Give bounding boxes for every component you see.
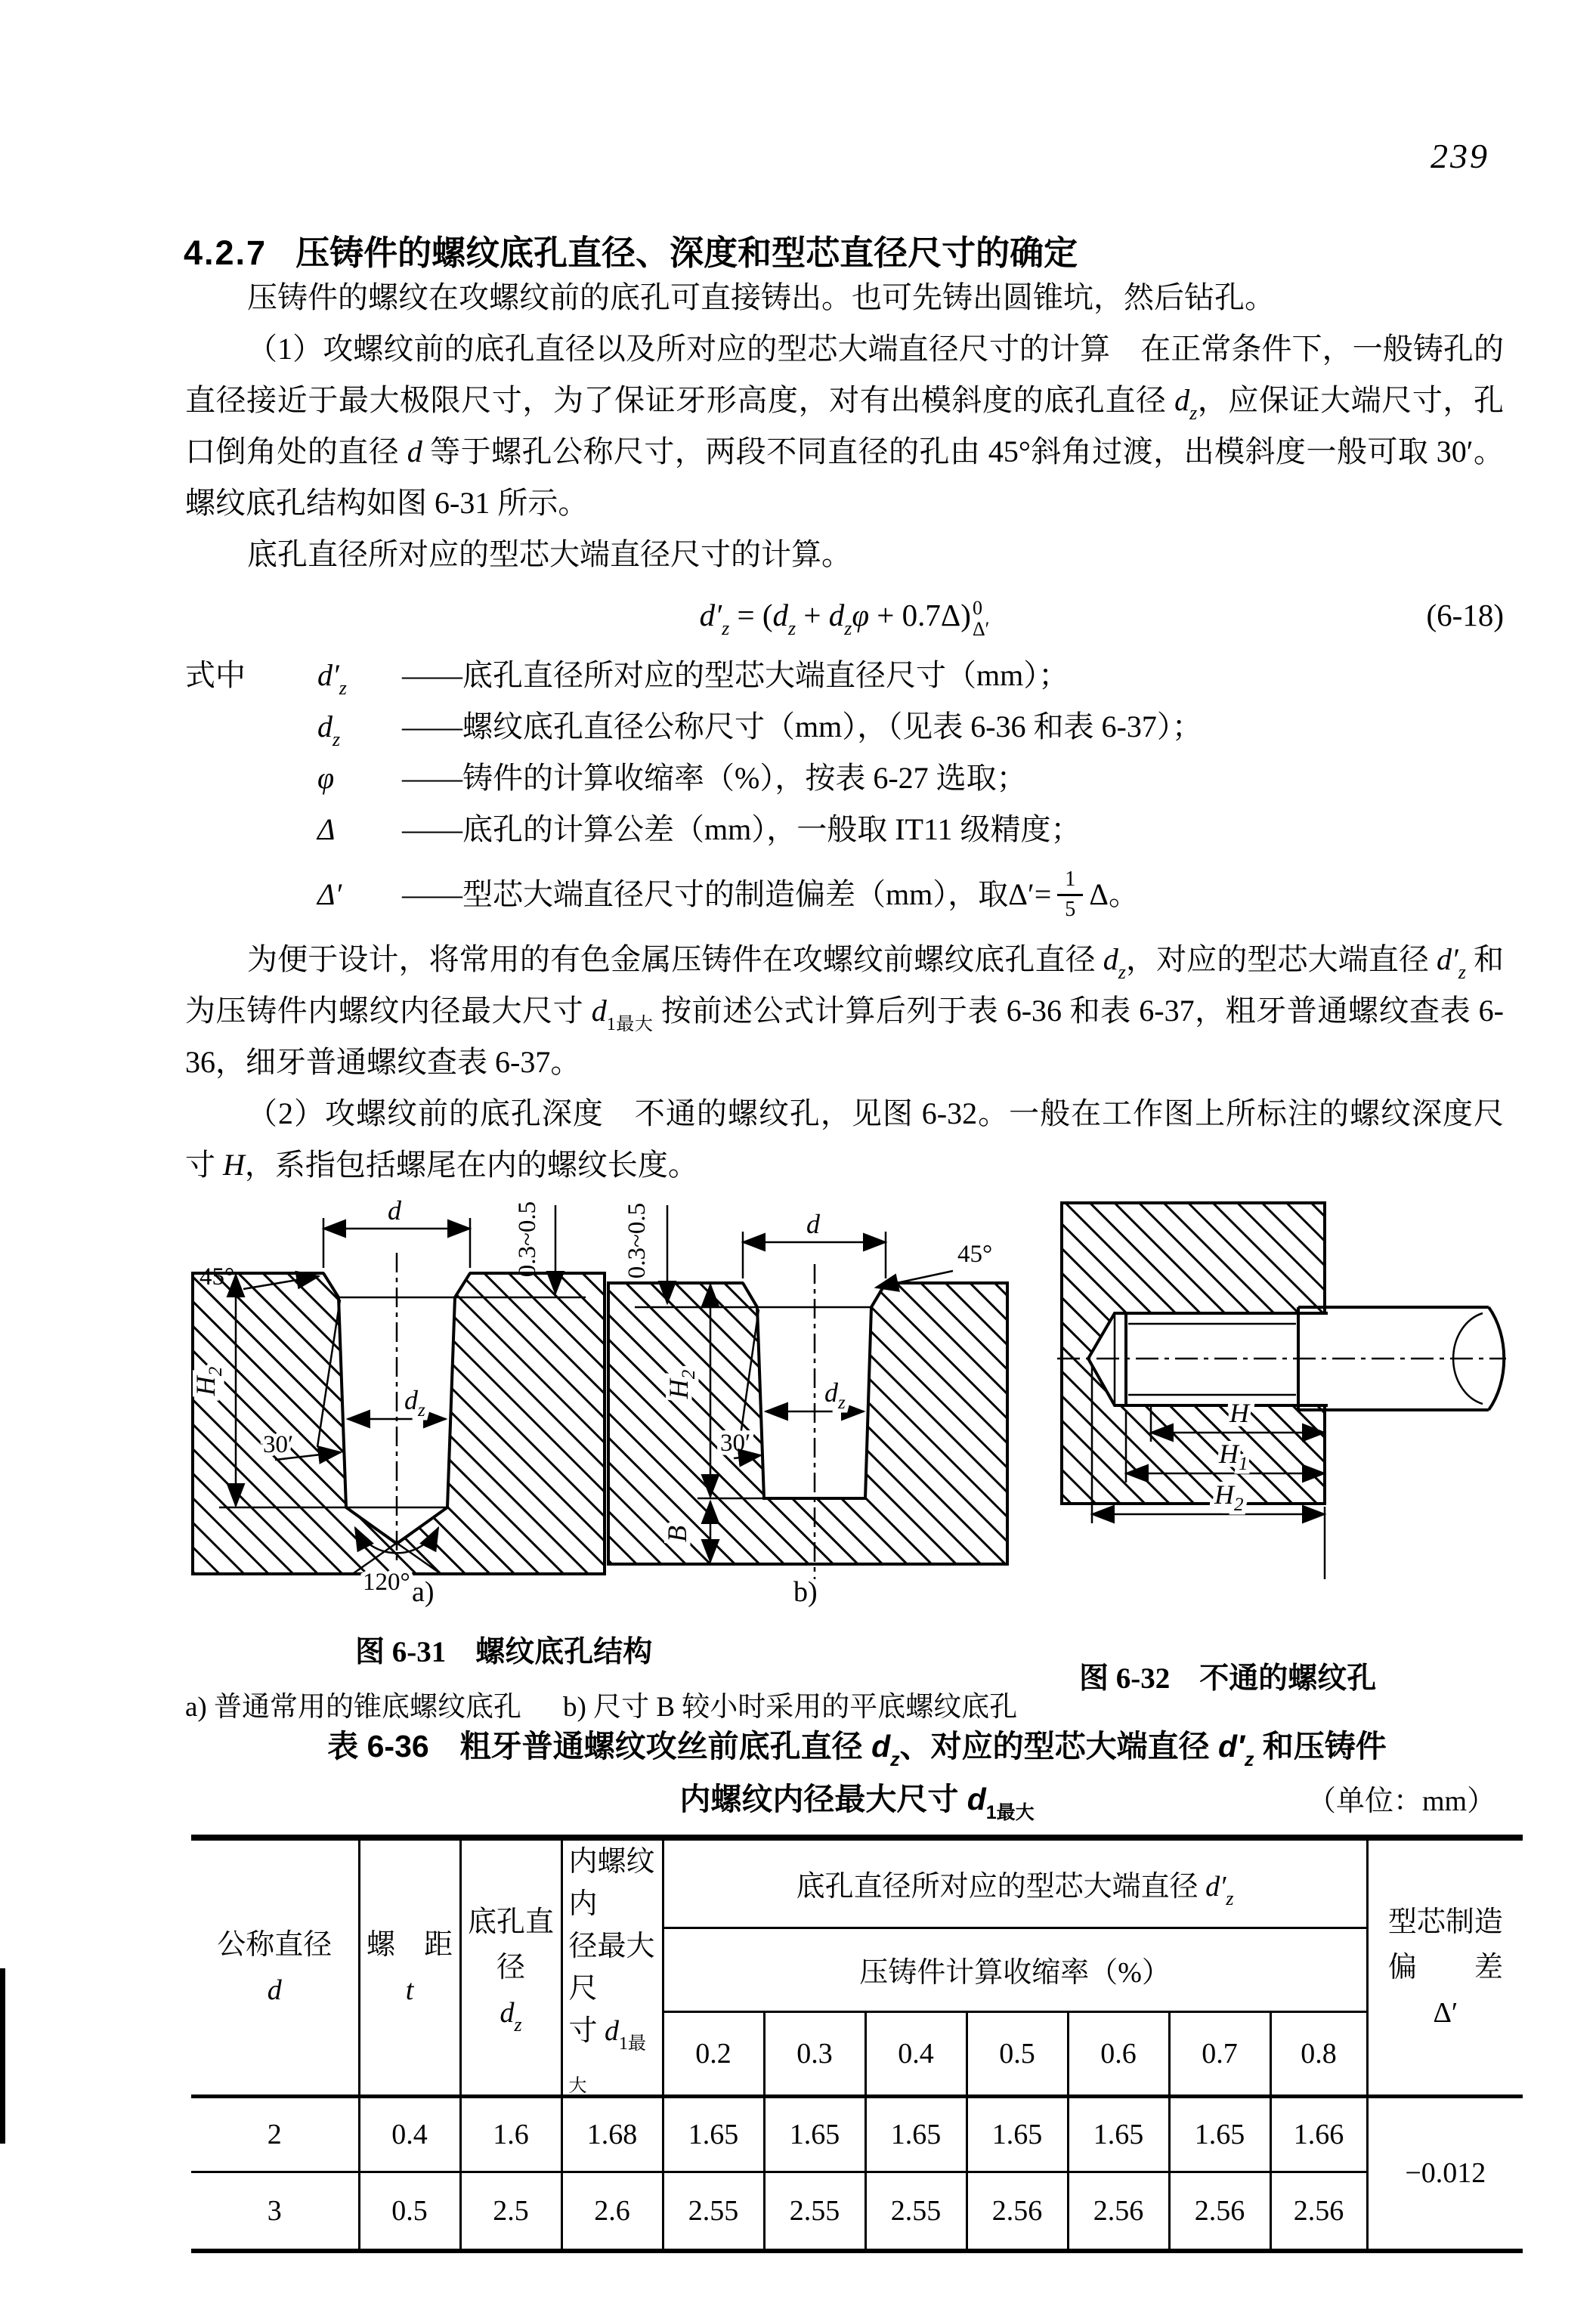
dim-label-d: d [388,1195,401,1226]
dim-label-dz: $d_z$ [404,1385,425,1421]
table-cell: 1.65 [1169,2097,1270,2172]
dim-label-dz: $d_z$ [824,1377,846,1413]
figure-31b-drawing [601,1186,1020,1598]
header-core-large-end-group: 底孔直径所对应的型芯大端直径 $d'_z$ [663,1838,1367,1928]
table-cell: 2.56 [1169,2172,1270,2251]
angle-label-45: 45° [200,1263,235,1291]
angle-label-30: 30′ [720,1430,751,1457]
definition-row: $d_z$ ——螺纹底孔直径公称尺寸（mm），（见表 6-36 和表 6-37）； [317,710,1202,750]
table-cell: 2.56 [1270,2172,1367,2251]
table-cell: 1.65 [967,2097,1068,2172]
header-shrinkage-value: 0.5 [967,2012,1068,2097]
angle-label-30: 30′ [263,1431,294,1458]
header-shrinkage-value: 0.3 [764,2012,865,2097]
header-shrinkage-value: 0.4 [865,2012,967,2097]
body-text [185,272,1504,1191]
equation-body: $d'_z = (d_z + d_z\varphi + 0.7\Delta)$ 0 Δ′ [699,597,990,640]
header-shrinkage-value: 0.8 [1270,2012,1367,2097]
table-cell: 1.65 [663,2097,764,2172]
figure-31b-label: b) [793,1576,818,1608]
table-cell: 2.55 [865,2172,967,2251]
table-cell: 2.56 [1068,2172,1169,2251]
dim-label-B: B [662,1526,692,1542]
table-cell: 1.66 [1270,2097,1367,2172]
equation-number: (6-18) [1426,598,1504,632]
figure-31b-subcaption: b) 尺寸 B 较小时采用的平底螺纹底孔 [563,1692,1018,1723]
figure-31-subcaptions [185,1683,1059,1724]
table-cell: 1.65 [764,2097,865,2172]
header-max-internal-thread-diameter: 内螺纹内 径最大尺 寸 $d_{1最大}$ [561,1838,663,2097]
paragraph-3: （2）攻螺纹前的底孔深度 不通的螺纹孔，见图 6-32。一般在工作图上所标注的螺纹深度尺寸 H，系指包括螺尾在内的螺纹长度。 [185,1096,1504,1182]
scan-artifact-line [0,1968,5,2144]
table-cell: 2.56 [967,2172,1068,2251]
equation-6-18 [185,580,1504,650]
figure-31-caption: 图 6-31 螺纹底孔结构 [355,1636,653,1668]
page-number: 239 [1431,137,1489,175]
table-cell: 2.55 [764,2172,865,2251]
table-title-line1: 表 6-36 粗牙普通螺纹攻丝前底孔直径 $d_z$、对应的型芯大端直径 $d'_z$ 和压铸件 [327,1729,1387,1770]
dim-label-chamfer-depth: 0.3~0.5 [623,1202,651,1279]
header-core-manufacturing-deviation: 型芯制造 偏 差 Δ′ [1367,1838,1523,2097]
angle-label-120: 120° [363,1569,410,1596]
dim-label-chamfer-depth: 0.3~0.5 [514,1201,541,1278]
table-cell: 2.55 [663,2172,764,2251]
dim-label-H1: $H_1$ [1219,1439,1248,1474]
figure-32-caption: 图 6-32 不通的螺纹孔 [1079,1662,1377,1695]
table-cell: 1.65 [865,2097,967,2172]
figure-31a-drawing [174,1186,635,1602]
table-title-line2: 内螺纹内径最大尺寸 $d_{1最大}$ [679,1782,1035,1823]
table-cell: 2.5 [460,2172,561,2251]
header-bottom-hole-diameter: 底孔直径 $d_z$ [460,1838,561,2097]
paragraph-1: （1）攻螺纹前的底孔直径以及所对应的型芯大端直径尺寸的计算 在正常条件下，一般铸孔的直径接近于最大极限尺寸，为了保证牙形高度，对有出模斜度的底孔直径 $d_z$，应保证大端尺寸，孔口倒角处的直径 d 等于螺孔公称尺寸，两段不同直径的孔由 45°斜角过渡，出模斜度一般可取 30′。螺纹底孔结构如图 6-31 所示。 [185,332,1505,520]
definition-row: Δ ——底孔的计算公差（mm），一般取 IT11 级精度； [317,812,1081,846]
paragraph-2: 为便于设计，将常用的有色金属压铸件在攻螺纹前螺纹底孔直径 $d_z$，对应的型芯大端直径 $d'_z$ 和为压铸件内螺纹内径最大尺寸 $d_{1最大}$ 按前述公式计算后列于表 6-36 和表 6-37，粗牙普通螺纹查表 6-36，细牙普通螺纹查表 6-37。 [185,942,1505,1079]
figure-31a-label: a) [412,1576,435,1608]
section-title: 压铸件的螺纹底孔直径、深度和型芯直径尺寸的确定 [295,233,1078,272]
table-cell: 0.4 [359,2097,460,2172]
header-pitch: 螺 距 t [359,1838,460,2097]
header-shrinkage-value: 0.7 [1169,2012,1270,2097]
dim-label-H: H [1229,1398,1249,1428]
definition-row: Δ′ ——型芯大端直径尺寸的制造偏差（mm），取 Δ′ = $\frac{1}{5}$ Δ。 [317,867,1140,921]
table-cell: 1.68 [561,2097,663,2172]
section-heading [184,225,1078,274]
dim-label-H2: $H_2$ [1214,1479,1244,1515]
table-cell: 1.65 [1068,2097,1169,2172]
paragraph-calc: 底孔直径所对应的型芯大端直径尺寸的计算。 [247,537,852,571]
angle-label-45: 45° [957,1241,993,1268]
definition-lead: 式中 [185,658,246,692]
dim-label-d: d [806,1209,820,1239]
table-cell: 2.6 [561,2172,663,2251]
header-shrinkage-value: 0.6 [1068,2012,1169,2097]
table-cell: 0.5 [359,2172,460,2251]
paragraph-intro: 压铸件的螺纹在攻螺纹前的底孔可直接铸出。也可先铸出圆锥坑，然后钻孔。 [247,280,1275,314]
section-number: 4.2.7 [184,233,268,272]
table-6-36 [191,1835,1523,2253]
figure-32-drawing [1047,1186,1523,1598]
header-nominal-diameter: 公称直径 d [191,1838,359,2097]
dim-label-H2: $H_2$ [663,1369,699,1399]
header-shrinkage-title: 压铸件计算收缩率（%） [663,1928,1367,2012]
figure-31a-subcaption: a) 普通常用的锥底螺纹底孔 [185,1692,521,1723]
table-cell-deviation: −0.012 [1367,2097,1523,2251]
table-cell: 1.6 [460,2097,561,2172]
header-shrinkage-value: 0.2 [663,2012,764,2097]
definition-row: φ ——铸件的计算收缩率（%），按表 6-27 选取； [317,761,1027,795]
table-cell: 3 [191,2172,359,2251]
table-unit-note: （单位：mm） [1307,1785,1496,1817]
table-cell: 2 [191,2097,359,2172]
dim-label-H2: $H_2$ [190,1366,226,1396]
fraction: $\frac{1}{5}$ [1057,867,1083,921]
definition-row: 式中 $d'_z$ ——底孔直径所对应的型芯大端直径尺寸（mm）； [185,650,1504,701]
